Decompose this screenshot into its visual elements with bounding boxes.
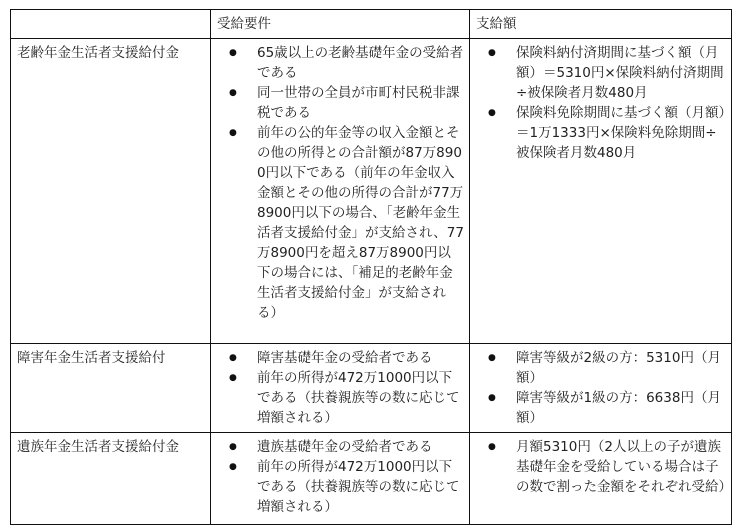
list-item: ● 遺族基礎年金の受給者である [237,437,464,457]
benefits-table [10,9,732,525]
list-item: ● 月額5310円（2人以上の子が遺族基礎年金を受給している場合は子の数で割った金額をそれぞれ受給） [496,437,726,497]
amount-list [476,43,726,163]
amount-cell [470,344,732,433]
header-row [11,10,732,39]
requirements-cell [211,433,470,525]
list-item: ● 同一世帯の全員が市町村民税非課税である [237,83,464,123]
header-cell-amount: 支給額 [470,10,732,39]
header-cell-requirements: 受給要件 [211,10,470,39]
amount-list [476,437,732,497]
benefit-name: 遺族年金生活者支援給付金 [11,433,211,525]
table-row [11,433,732,525]
requirements-cell [211,344,470,433]
header-cell-empty [11,10,211,39]
table-row [11,344,732,433]
table-row [11,39,732,344]
amount-list [476,348,726,428]
requirements-list [217,43,464,323]
amount-cell [470,39,732,344]
list-item: ● 保険料免除期間に基づく額（月額）＝1万1333円×保険料免除期間÷被保険者月数480月 [496,103,726,163]
list-item: ● 障害等級が2級の方：5310円（月額） [496,348,726,388]
amount-cell [470,433,732,525]
list-item: ● 65歳以上の老齢基礎年金の受給者である [237,43,464,83]
list-item: ● 障害等級が1級の方：6638円（月額） [496,388,726,428]
requirements-cell [211,39,470,344]
requirements-list [217,348,464,428]
list-item: ● 障害基礎年金の受給者である [237,348,464,368]
list-item: ● 前年の所得が472万1000円以下である（扶養親族等の数に応じて増額される） [237,368,464,428]
list-item: ● 前年の所得が472万1000円以下である（扶養親族等の数に応じて増額される） [237,457,464,517]
list-item: ● 保険料納付済期間に基づく額（月額）＝5310円×保険料納付済期間÷被保険者月数480月 [496,43,726,103]
list-item: ● 前年の公的年金等の収入金額とその他の所得との合計額が87万8900円以下である（前年の年金収入金額とその他の所得の合計が77万8900円以下の場合、「老齢年金生活者支援給付金」が支給され、77万8900円を超え87万8900円以下の場合には、「補足的老齢年金生活者支援給付金」が支給される） [237,123,464,323]
benefit-name: 障害年金生活者支援給付 [11,344,211,433]
benefit-name: 老齢年金生活者支援給付金 [11,39,211,344]
requirements-list [217,437,464,517]
